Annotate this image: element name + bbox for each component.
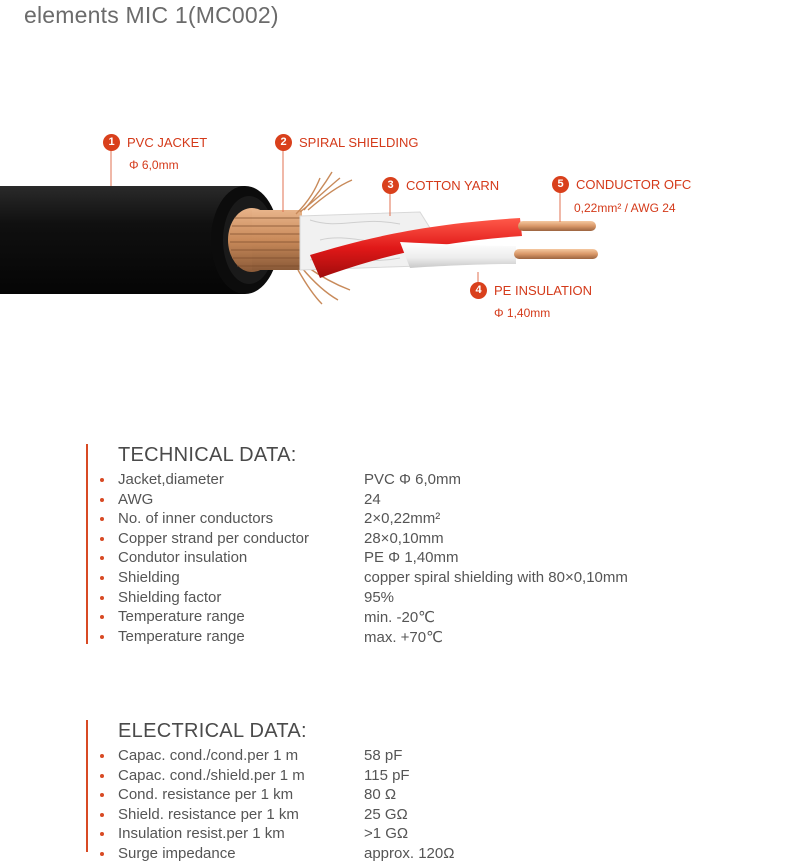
callout-number: 1	[103, 134, 120, 151]
spec-row	[86, 510, 766, 530]
callout-number: 3	[382, 177, 399, 194]
bullet	[100, 517, 104, 521]
spec-key: Surge impedance	[118, 844, 236, 862]
callout-spec: Φ 6,0mm	[129, 158, 179, 172]
spec-row	[86, 491, 766, 511]
spec-row	[86, 825, 766, 845]
bullet	[100, 537, 104, 541]
spec-key: Insulation resist.per 1 km	[118, 825, 285, 843]
spec-key: Shielding factor	[118, 588, 222, 606]
bullet	[100, 498, 104, 502]
spec-row	[86, 806, 766, 826]
callout-spiral-shielding	[275, 134, 418, 151]
callout-spec: 0,22mm² / AWG 24	[574, 201, 676, 215]
spec-value: 25 GΩ	[364, 805, 408, 823]
spec-value: 28×0,10mm	[364, 529, 444, 547]
spec-row	[86, 786, 766, 806]
bullet	[100, 635, 104, 639]
spec-value: >1 GΩ	[364, 825, 409, 843]
bullet	[100, 478, 104, 482]
spec-key: Shielding	[118, 568, 180, 586]
bullet	[100, 596, 104, 600]
callout-spec: Φ 1,40mm	[494, 306, 551, 320]
spec-key: Condutor insulation	[118, 549, 248, 567]
bullet	[100, 774, 104, 778]
spec-value: 24	[364, 490, 381, 508]
callout-conductor-ofc	[552, 176, 692, 215]
bullet	[100, 576, 104, 580]
spec-row	[86, 569, 766, 589]
spec-key: Cond. resistance per 1 km	[118, 786, 294, 804]
bullet	[100, 852, 104, 856]
electrical-data-list	[86, 747, 766, 865]
callout-cotton-yarn	[382, 177, 499, 194]
callout-number: 2	[275, 134, 292, 151]
bullet	[100, 832, 104, 836]
electrical-data-heading: ELECTRICAL DATA:	[118, 720, 307, 742]
callout-number: 5	[552, 176, 569, 193]
bullet	[100, 793, 104, 797]
spec-key: No. of inner conductors	[118, 510, 274, 528]
spec-key: Copper strand per conductor	[118, 529, 309, 547]
spec-row	[86, 608, 766, 628]
spec-row	[86, 471, 766, 491]
conductor-wires-shape	[514, 221, 598, 259]
spec-value: approx. 120Ω	[364, 844, 455, 862]
spec-row	[86, 589, 766, 609]
callout-label: PE INSULATION	[494, 283, 593, 299]
spec-key: AWG	[118, 490, 154, 508]
spec-row	[86, 747, 766, 767]
spec-row	[86, 767, 766, 787]
electrical-data-section	[86, 720, 766, 862]
callout-pvc-jacket	[103, 134, 208, 172]
spec-value: min. -20℃	[364, 609, 436, 627]
spec-value: max. +70℃	[364, 628, 443, 646]
callout-number: 4	[470, 282, 487, 299]
spec-value: 80 Ω	[364, 786, 397, 804]
page-title: elements MIC 1(MC002)	[24, 2, 279, 28]
spec-row	[86, 530, 766, 550]
spec-value: copper spiral shielding with 80×0,10mm	[364, 568, 628, 586]
spec-row	[86, 628, 766, 648]
bullet	[100, 754, 104, 758]
spec-key: Jacket,diameter	[118, 471, 224, 488]
white-insulation-shape	[400, 242, 516, 268]
callout-label: COTTON YARN	[406, 178, 500, 194]
spec-value: PVC Φ 6,0mm	[364, 471, 461, 488]
spec-key: Capac. cond./cond.per 1 m	[118, 747, 299, 764]
bullet	[100, 615, 104, 619]
spec-value: 58 pF	[364, 747, 403, 764]
callout-label: PVC JACKET	[127, 135, 208, 151]
spec-key: Capac. cond./shield.per 1 m	[118, 766, 305, 784]
spec-value: 2×0,22mm²	[364, 510, 441, 528]
spec-value: PE Φ 1,40mm	[364, 549, 459, 567]
spec-value: 95%	[364, 588, 395, 606]
spec-key: Temperature range	[118, 608, 245, 626]
spec-value: 115 pF	[364, 766, 410, 784]
technical-data-heading: TECHNICAL DATA:	[118, 444, 297, 466]
technical-data-list	[86, 471, 766, 647]
cable-cross-section-illustration	[0, 120, 786, 330]
callout-label: CONDUCTOR OFC	[576, 177, 692, 193]
spec-row	[86, 845, 766, 865]
bullet	[100, 813, 104, 817]
technical-data-section	[86, 444, 766, 650]
spec-row	[86, 549, 766, 569]
spec-key: Shield. resistance per 1 km	[118, 805, 299, 823]
callout-pe-insulation	[470, 282, 593, 320]
spec-key: Temperature range	[118, 627, 245, 645]
callout-label: SPIRAL SHIELDING	[299, 135, 419, 151]
bullet	[100, 556, 104, 560]
